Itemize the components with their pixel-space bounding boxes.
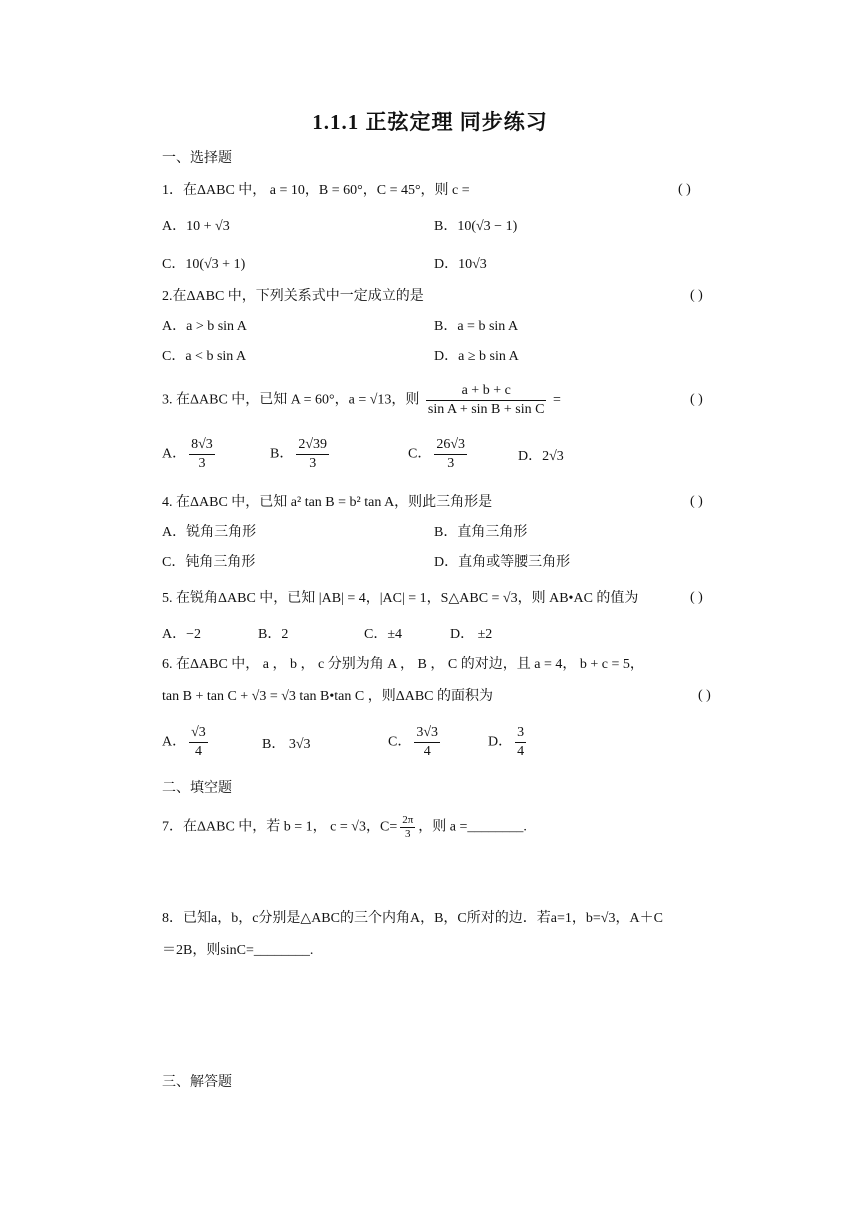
question-7-fraction-denominator: 3 bbox=[405, 828, 411, 840]
question-7-fraction bbox=[400, 814, 415, 841]
option-d-denominator: 4 bbox=[517, 744, 525, 759]
option-c-label: C． bbox=[388, 734, 412, 750]
question-6-option-b: B． 3√3 bbox=[262, 737, 311, 752]
question-7-tail: ，则 a =________. bbox=[418, 819, 527, 835]
question-3-fraction-numerator: a + b + c bbox=[426, 382, 547, 401]
option-a-denominator: 3 bbox=[198, 456, 206, 471]
question-3-option-d: D．2√3 bbox=[518, 449, 564, 464]
question-3-fraction-denominator: sin A + sin B + sin C bbox=[427, 402, 545, 417]
question-4-option-c: C．钝角三角形 bbox=[162, 555, 256, 570]
question-2-option-a: A．a > b sin A bbox=[162, 319, 247, 334]
question-1-answer-paren: ( ) bbox=[678, 182, 691, 197]
option-c-numerator: 3√3 bbox=[414, 724, 440, 743]
option-a-label: A． bbox=[162, 734, 187, 750]
option-c-denominator: 4 bbox=[423, 744, 431, 759]
question-3-stem-row bbox=[162, 382, 561, 419]
option-b-denominator: 3 bbox=[309, 456, 317, 471]
question-3-option-a bbox=[162, 436, 218, 473]
question-5-option-b: B．2 bbox=[258, 627, 289, 642]
question-1-option-d: D．10√3 bbox=[434, 257, 487, 272]
question-2-stem: 2.在ΔABC 中，下列关系式中一定成立的是 bbox=[162, 289, 424, 304]
question-1-stem: 1．在ΔABC 中， a = 10，B = 60°，C = 45°，则 c = bbox=[162, 183, 470, 198]
question-3-fraction bbox=[426, 382, 547, 419]
question-7-stem: 7．在ΔABC 中，若 b = 1， c = √3，C= bbox=[162, 819, 398, 835]
question-1-option-b: B．10(√3 − 1) bbox=[434, 219, 518, 234]
question-5-option-a: A．−2 bbox=[162, 627, 202, 642]
question-7-row bbox=[162, 814, 527, 841]
question-3-option-b bbox=[270, 436, 332, 473]
option-d-numerator: 3 bbox=[515, 724, 526, 743]
question-4-option-a: A．锐角三角形 bbox=[162, 525, 257, 540]
option-c-numerator: 26√3 bbox=[434, 436, 467, 455]
option-a-numerator: √3 bbox=[189, 724, 208, 743]
question-1-option-c: C．10(√3 + 1) bbox=[162, 257, 246, 272]
question-8-line-1: 8．已知a，b，c分别是△ABC的三个内角A，B，C所对的边．若a=1，b=√3，A＋C bbox=[162, 911, 663, 926]
option-a-denominator: 4 bbox=[194, 744, 202, 759]
question-4-option-b: B．直角三角形 bbox=[434, 525, 528, 540]
question-5-option-d: D． ±2 bbox=[450, 627, 493, 642]
question-1-option-a: A．10 + √3 bbox=[162, 219, 230, 234]
question-5-option-c: C．±4 bbox=[364, 627, 403, 642]
question-6-answer-paren: ( ) bbox=[698, 688, 711, 703]
question-6-option-a bbox=[162, 724, 211, 761]
question-2-option-b: B．a = b sin A bbox=[434, 319, 519, 334]
question-3-stem: 3. 在ΔABC 中，已知 A = 60°，a = √13，则 bbox=[162, 392, 420, 408]
page-title: 1.1.1 正弦定理 同步练习 bbox=[312, 110, 548, 134]
question-4-option-d: D．直角或等腰三角形 bbox=[434, 555, 571, 570]
question-5-answer-paren: ( ) bbox=[690, 590, 703, 605]
option-d-label: D． bbox=[488, 734, 513, 750]
option-a-numerator: 8√3 bbox=[189, 436, 215, 455]
question-3-equals: = bbox=[552, 392, 561, 408]
question-2-option-c: C．a < b sin A bbox=[162, 349, 247, 364]
question-2-answer-paren: ( ) bbox=[690, 288, 703, 303]
option-a-label: A． bbox=[162, 446, 187, 462]
question-8-line-2: ＝2B，则sinC=________. bbox=[162, 943, 314, 958]
section-heading-solution: 三、解答题 bbox=[162, 1075, 232, 1090]
question-2-option-d: D．a ≥ b sin A bbox=[434, 349, 519, 364]
question-6-line-2: tan B + tan C + √3 = √3 tan B•tan C ，则ΔABC 的面积为 bbox=[162, 689, 494, 704]
option-b-numerator: 2√39 bbox=[296, 436, 329, 455]
section-heading-choice: 一、选择题 bbox=[162, 151, 232, 166]
option-c-label: C． bbox=[408, 446, 432, 462]
question-4-stem: 4. 在ΔABC 中，已知 a² tan B = b² tan A，则此三角形是 bbox=[162, 495, 493, 510]
question-5-stem: 5. 在锐角ΔABC 中，已知 |AB| = 4，|AC| = 1，S△ABC = √3，则 AB•AC 的值为 bbox=[162, 591, 639, 606]
question-3-option-c bbox=[408, 436, 470, 473]
option-c-denominator: 3 bbox=[447, 456, 455, 471]
question-6-option-c bbox=[388, 724, 443, 761]
question-3-answer-paren: ( ) bbox=[690, 392, 703, 407]
question-6-option-d bbox=[488, 724, 529, 761]
section-heading-fill-in: 二、填空题 bbox=[162, 781, 232, 796]
option-b-label: B． bbox=[270, 446, 294, 462]
question-7-fraction-numerator: 2π bbox=[402, 814, 414, 826]
question-6-line-1: 6. 在ΔABC 中， a ， b ， c 分别为角 A ， B ， C 的对边，且 a = 4， b + c = 5， bbox=[162, 657, 644, 672]
question-4-answer-paren: ( ) bbox=[690, 494, 703, 509]
